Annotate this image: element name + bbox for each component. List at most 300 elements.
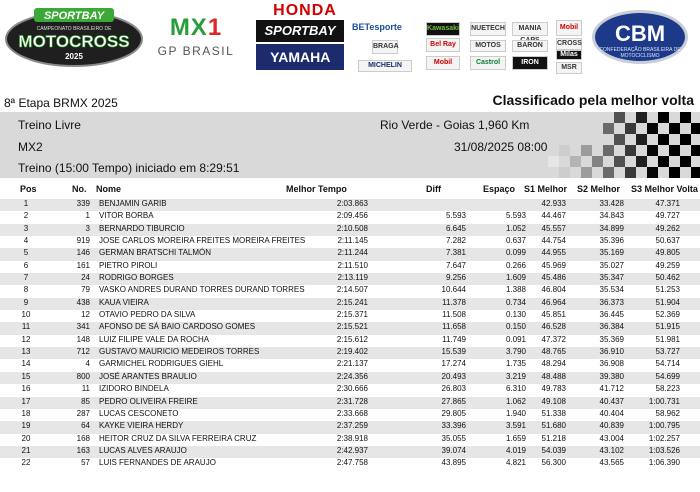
session-name: Treino Livre bbox=[18, 118, 81, 132]
cell-s3: 52.369 bbox=[655, 310, 680, 320]
cell-best-time: 2:47.758 bbox=[336, 458, 368, 468]
sponsor-logo: CROSS bbox=[556, 38, 582, 50]
yamaha-logo bbox=[256, 44, 344, 90]
cell-number: 287 bbox=[76, 408, 90, 418]
cell-number: 339 bbox=[76, 199, 90, 208]
cell-diff: 39.074 bbox=[441, 445, 466, 455]
table-row bbox=[0, 384, 700, 396]
cell-s2: 40.437 bbox=[599, 396, 624, 406]
cell-s1: 45.851 bbox=[541, 310, 566, 320]
cell-diff: 33.396 bbox=[441, 421, 466, 431]
flag-square bbox=[614, 156, 625, 167]
flag-square bbox=[636, 134, 647, 145]
flag-square bbox=[636, 156, 647, 167]
cell-diff: 11.508 bbox=[442, 310, 466, 320]
betesporte-logo: BETesporte bbox=[352, 22, 402, 32]
cell-pos: 18 bbox=[21, 408, 31, 418]
sponsor-logo: Milas bbox=[556, 50, 582, 60]
cell-number: 85 bbox=[81, 396, 90, 406]
table-header bbox=[0, 184, 700, 196]
sponsor-logo: MICHELIN bbox=[358, 60, 412, 72]
cell-pos: 17 bbox=[21, 396, 31, 406]
cell-s3: 49.727 bbox=[655, 211, 680, 221]
cell-s1: 48.294 bbox=[541, 359, 566, 369]
cell-s3: 51.904 bbox=[655, 297, 680, 307]
cell-s2: 36.908 bbox=[599, 359, 624, 369]
col-s1: S1 Melhor bbox=[524, 184, 568, 194]
cell-s2: 35.027 bbox=[599, 260, 624, 270]
cell-number: 24 bbox=[81, 273, 90, 283]
cell-number: 57 bbox=[81, 458, 90, 468]
col-gap: Espaço bbox=[483, 184, 516, 194]
cell-s2: 35.534 bbox=[599, 285, 624, 295]
flag-square bbox=[680, 156, 691, 167]
cell-s2: 36.445 bbox=[599, 310, 624, 320]
cell-diff: 7.381 bbox=[445, 248, 466, 258]
cell-s3: 49.262 bbox=[655, 223, 680, 233]
yamaha-sub-text: RACING bbox=[289, 84, 314, 90]
cell-pos: 12 bbox=[21, 334, 31, 344]
flag-square bbox=[603, 167, 614, 178]
cell-pos: 14 bbox=[21, 359, 31, 369]
cell-s1: 51.338 bbox=[541, 408, 566, 418]
cell-diff: 6.645 bbox=[445, 223, 466, 233]
cell-number: 800 bbox=[76, 371, 90, 381]
cell-diff: 17.274 bbox=[441, 359, 466, 369]
flag-square bbox=[559, 167, 570, 178]
sponsor-logo: Bel Ray bbox=[426, 38, 460, 52]
mx1-gp-brasil-logo bbox=[150, 14, 242, 60]
yamaha-text: YAMAHA bbox=[270, 49, 330, 65]
cell-gap: 4.019 bbox=[505, 445, 526, 455]
sponsor-logo: Mobil bbox=[426, 56, 460, 70]
flag-square bbox=[691, 167, 700, 178]
table-row bbox=[0, 359, 700, 371]
flag-square bbox=[581, 167, 592, 178]
table-row bbox=[0, 310, 700, 322]
table-row bbox=[0, 335, 700, 347]
cell-pos: 2 bbox=[23, 211, 29, 221]
flag-square bbox=[647, 145, 658, 156]
cell-s2: 43.004 bbox=[599, 433, 624, 443]
sponsor-logo: MSR bbox=[556, 62, 582, 74]
cell-s1: 45.486 bbox=[541, 273, 566, 283]
cell-s3: 1:03.526 bbox=[648, 445, 680, 455]
cell-number: 3 bbox=[85, 223, 90, 233]
cell-best-time: 2:24.356 bbox=[336, 371, 368, 381]
cell-pos: 11 bbox=[21, 322, 31, 332]
cell-rider-name: IZIDORO BINDELA bbox=[99, 384, 169, 394]
cell-number: 64 bbox=[81, 421, 90, 431]
cell-gap: 1.609 bbox=[505, 273, 526, 283]
cell-s2: 36.384 bbox=[599, 322, 624, 332]
cell-rider-name: PEDRO OLIVEIRA FREIRE bbox=[99, 396, 198, 406]
flag-square bbox=[603, 145, 614, 156]
cell-gap: 3.219 bbox=[505, 371, 526, 381]
cell-rider-name: HEITOR CRUZ DA SILVA FERREIRA CRUZ bbox=[99, 433, 257, 443]
cell-rider-name: GERMAN BRATSCHI TALMÓN bbox=[99, 248, 212, 258]
cell-s2: 40.839 bbox=[599, 421, 624, 431]
cell-pos: 19 bbox=[21, 421, 31, 431]
flag-square bbox=[669, 123, 680, 134]
table-row bbox=[0, 285, 700, 297]
sponsor-logo: Mobil bbox=[556, 20, 582, 36]
session-date: 31/08/2025 08:00 bbox=[454, 140, 548, 154]
cell-s2: 43.102 bbox=[599, 445, 624, 455]
sponsor-logo: MOTOS bbox=[470, 40, 506, 52]
flag-square bbox=[548, 156, 559, 167]
flag-square bbox=[669, 167, 680, 178]
cell-s3: 50.462 bbox=[655, 273, 680, 283]
flag-square bbox=[658, 112, 669, 123]
cell-rider-name: LUIS FERNANDES DE ARAUJO bbox=[99, 458, 216, 468]
cell-gap: 0.266 bbox=[505, 260, 526, 270]
cell-rider-name: JOSÉ ARANTES BRAULIO bbox=[99, 371, 197, 381]
cell-best-time: 2:42.937 bbox=[336, 445, 368, 455]
cell-diff: 26.803 bbox=[441, 384, 466, 394]
cell-pos: 16 bbox=[21, 384, 31, 394]
cell-best-time: 2:33.668 bbox=[336, 408, 368, 418]
cell-s2: 36.373 bbox=[599, 297, 624, 307]
cell-rider-name: GARMICHEL RODRIGUES GIEHL bbox=[99, 359, 224, 369]
cell-rider-name: BERNARDO TIBURCIO bbox=[99, 223, 185, 233]
cell-gap: 5.593 bbox=[505, 211, 526, 221]
table-row bbox=[0, 236, 700, 248]
cell-best-time: 2:14.507 bbox=[336, 285, 368, 295]
flag-square bbox=[559, 145, 570, 156]
session-start: Treino (15:00 Tempo) iniciado em 8:29:51 bbox=[18, 161, 240, 175]
cell-s1: 48.765 bbox=[541, 347, 566, 357]
cell-s1: 49.108 bbox=[541, 396, 566, 406]
flag-square bbox=[658, 156, 669, 167]
cell-pos: 21 bbox=[21, 445, 31, 455]
cell-s2: 39.380 bbox=[599, 371, 624, 381]
cell-s2: 34.843 bbox=[599, 211, 624, 221]
cell-s1: 56.300 bbox=[541, 458, 566, 468]
flag-square bbox=[570, 156, 581, 167]
sponsor-logo: Castrol bbox=[470, 56, 506, 70]
table-row bbox=[0, 322, 700, 334]
cell-s1: 46.804 bbox=[541, 285, 566, 295]
table-row bbox=[0, 273, 700, 285]
cell-s1: 46.528 bbox=[541, 322, 566, 332]
cell-s1: 54.039 bbox=[541, 445, 566, 455]
cell-pos: 9 bbox=[23, 297, 29, 307]
mx1-one: 1 bbox=[207, 14, 223, 41]
cell-rider-name: KAUA VIEIRA bbox=[99, 297, 149, 307]
cell-pos: 1 bbox=[23, 199, 29, 208]
cell-s1: 48.488 bbox=[541, 371, 566, 381]
cell-gap: 0.130 bbox=[505, 310, 526, 320]
table-row bbox=[0, 261, 700, 273]
flag-square bbox=[625, 167, 636, 178]
cell-best-time: 2:15.241 bbox=[336, 297, 368, 307]
cell-s3: 53.727 bbox=[655, 347, 680, 357]
cell-diff: 11.378 bbox=[442, 297, 466, 307]
cell-gap: 1.062 bbox=[505, 396, 526, 406]
flag-square bbox=[636, 112, 647, 123]
cell-number: 341 bbox=[76, 322, 90, 332]
mx1-mx: MX bbox=[169, 14, 208, 41]
cell-s2: 33.428 bbox=[599, 199, 624, 208]
cell-rider-name: BENJAMIN GARIB bbox=[99, 199, 167, 208]
flag-square bbox=[592, 156, 603, 167]
cell-pos: 3 bbox=[23, 223, 29, 233]
col-s3: S3 Melhor Volta bbox=[631, 184, 698, 194]
sponsor-logo: BARON bbox=[512, 40, 548, 52]
cell-s2: 36.910 bbox=[599, 347, 624, 357]
flag-square bbox=[647, 167, 658, 178]
cell-rider-name: KAYKE VIEIRA HERDY bbox=[99, 421, 184, 431]
flag-square bbox=[658, 134, 669, 145]
cell-s2: 41.712 bbox=[599, 384, 624, 394]
cell-pos: 8 bbox=[23, 285, 29, 295]
table-row bbox=[0, 409, 700, 421]
cell-s2: 35.396 bbox=[599, 236, 624, 246]
cell-s3: 49.259 bbox=[655, 260, 680, 270]
cell-number: 79 bbox=[81, 285, 90, 295]
cell-diff: 10.644 bbox=[441, 285, 466, 295]
cell-number: 161 bbox=[76, 260, 90, 270]
cell-number: 1 bbox=[85, 211, 90, 221]
cell-gap: 0.734 bbox=[505, 297, 526, 307]
sponsor-banner bbox=[0, 0, 700, 90]
event-name: 8ª Etapa BRMX 2025 bbox=[4, 96, 118, 110]
cell-best-time: 2:30.666 bbox=[336, 384, 368, 394]
cell-gap: 3.591 bbox=[505, 421, 526, 431]
cell-gap: 0.637 bbox=[505, 236, 526, 246]
table-row bbox=[0, 372, 700, 384]
cell-pos: 10 bbox=[21, 310, 31, 320]
cell-diff: 29.805 bbox=[441, 408, 466, 418]
cbm-subtitle: CONFEDERAÇÃO BRASILEIRA DE MOTOCICLISMO bbox=[599, 47, 681, 59]
cell-s1: 44.754 bbox=[541, 236, 566, 246]
col-number: No. bbox=[72, 184, 87, 194]
cell-rider-name: AFONSO DE SÁ BAIO CARDOSO GOMES bbox=[99, 322, 256, 332]
cell-number: 163 bbox=[76, 445, 90, 455]
cell-s3: 50.637 bbox=[655, 236, 680, 246]
logo-year-text: 2025 bbox=[65, 52, 83, 61]
cell-s3: 51.253 bbox=[655, 285, 680, 295]
cell-gap: 0.091 bbox=[505, 334, 526, 344]
cell-rider-name: PIETRO PIROLI bbox=[99, 260, 158, 270]
cell-best-time: 2:10.508 bbox=[336, 223, 368, 233]
cell-diff: 5.593 bbox=[445, 211, 466, 221]
cell-gap: 1.388 bbox=[505, 285, 526, 295]
flag-square bbox=[680, 112, 691, 123]
cell-diff: 35.055 bbox=[441, 433, 466, 443]
cell-diff: 15.539 bbox=[441, 347, 466, 357]
cbm-text: CBM bbox=[614, 21, 666, 46]
cell-gap: 4.821 bbox=[505, 458, 526, 468]
track-location: Rio Verde - Goias 1,960 Km bbox=[380, 118, 530, 132]
table-row bbox=[0, 434, 700, 446]
mx1-subtitle: GP BRASIL bbox=[157, 44, 235, 58]
cell-best-time: 2:09.456 bbox=[336, 211, 368, 221]
flag-square bbox=[625, 123, 636, 134]
cell-gap: 6.310 bbox=[505, 384, 526, 394]
cell-diff: 11.749 bbox=[442, 334, 466, 344]
table-row bbox=[0, 298, 700, 310]
checkered-flag-graphic bbox=[548, 112, 700, 178]
cell-s1: 49.783 bbox=[541, 384, 566, 394]
sponsor-logo: Kawasaki bbox=[426, 22, 460, 36]
cell-s2: 35.169 bbox=[599, 248, 624, 258]
table-row bbox=[0, 211, 700, 223]
cbm-logo bbox=[592, 10, 688, 64]
sponsor-logo: NUETECH bbox=[470, 22, 506, 36]
cell-pos: 4 bbox=[23, 236, 29, 246]
cell-s1: 44.467 bbox=[541, 211, 566, 221]
cell-s2: 40.404 bbox=[599, 408, 624, 418]
motocross-championship-logo bbox=[4, 6, 144, 68]
table-row bbox=[0, 421, 700, 433]
cell-s3: 51.981 bbox=[655, 334, 680, 344]
col-diff: Diff bbox=[426, 184, 441, 194]
cell-gap: 1.735 bbox=[505, 359, 526, 369]
cell-best-time: 2:15.371 bbox=[336, 310, 368, 320]
cell-pos: 22 bbox=[21, 458, 31, 468]
logo-sportbay-text: SPORTBAY bbox=[43, 10, 105, 22]
results-table bbox=[0, 199, 700, 471]
cell-rider-name: VITOR BORBA bbox=[99, 211, 154, 221]
cell-best-time: 2:11.510 bbox=[337, 260, 368, 270]
col-pos: Pos bbox=[20, 184, 37, 194]
cell-rider-name: VASKO ANDRES DURAND TORRES DURAND TORRES bbox=[99, 285, 305, 295]
cell-best-time: 2:15.521 bbox=[336, 322, 368, 332]
cell-s1: 45.969 bbox=[541, 260, 566, 270]
cell-best-time: 2:11.244 bbox=[337, 248, 368, 258]
cell-s2: 35.369 bbox=[599, 334, 624, 344]
cell-number: 919 bbox=[76, 236, 90, 246]
cell-s3: 1:06.390 bbox=[648, 458, 680, 468]
cell-best-time: 2:03.863 bbox=[336, 199, 368, 208]
cell-s3: 49.805 bbox=[655, 248, 680, 258]
cell-best-time: 2:38.918 bbox=[336, 433, 368, 443]
cell-rider-name: GUSTAVO MAURICIO MEDEIROS TORRES bbox=[99, 347, 260, 357]
table-row bbox=[0, 248, 700, 260]
cell-s2: 35.347 bbox=[599, 273, 624, 283]
cell-s2: 34.899 bbox=[599, 223, 624, 233]
table-row bbox=[0, 347, 700, 359]
cell-diff: 27.865 bbox=[441, 396, 466, 406]
flag-square bbox=[625, 145, 636, 156]
cell-gap: 3.790 bbox=[505, 347, 526, 357]
cell-gap: 1.659 bbox=[505, 433, 526, 443]
sponsor-logo: IRON bbox=[512, 56, 548, 70]
flag-square bbox=[614, 112, 625, 123]
table-row bbox=[0, 224, 700, 236]
cell-rider-name: LUCAS ALVES ARAUJO bbox=[99, 445, 187, 455]
flag-square bbox=[614, 134, 625, 145]
sponsor-logo: MANIA bbox=[512, 22, 548, 36]
col-name: Nome bbox=[96, 184, 122, 194]
cell-best-time: 2:31.728 bbox=[336, 396, 368, 406]
cell-number: 11 bbox=[81, 384, 90, 394]
cell-pos: 7 bbox=[23, 273, 29, 283]
flag-square bbox=[581, 145, 592, 156]
col-s2: S2 Melhor bbox=[577, 184, 621, 194]
cell-rider-name: RODRIGO BORGES bbox=[99, 273, 174, 283]
flag-square bbox=[647, 123, 658, 134]
cell-gap: 0.150 bbox=[505, 322, 526, 332]
cell-rider-name: LUIZ FILIPE VALE DA ROCHA bbox=[99, 334, 210, 344]
cell-number: 712 bbox=[76, 347, 90, 357]
sponsor-logo: BRAGA bbox=[372, 40, 398, 54]
cell-s1: 47.372 bbox=[541, 334, 566, 344]
cell-s1: 45.557 bbox=[541, 223, 566, 233]
flag-square bbox=[691, 123, 700, 134]
cell-gap: 0.099 bbox=[505, 248, 526, 258]
cell-rider-name: LUCAS CESCONETO bbox=[99, 408, 179, 418]
cell-s1: 42.933 bbox=[541, 199, 566, 208]
cell-diff: 11.658 bbox=[442, 322, 466, 332]
cell-s1: 44.955 bbox=[541, 248, 566, 258]
cell-diff: 20.493 bbox=[441, 371, 466, 381]
cell-number: 12 bbox=[81, 310, 90, 320]
cell-gap: 1.940 bbox=[505, 408, 526, 418]
cell-best-time: 2:37.259 bbox=[336, 421, 368, 431]
cell-pos: 6 bbox=[23, 260, 29, 270]
logo-sub-text: CAMPEONATO BRASILEIRO DE bbox=[36, 26, 112, 32]
flag-square bbox=[603, 123, 614, 134]
logo-motocross-text: MOTOCROSS bbox=[18, 32, 130, 51]
cell-s3: 51.915 bbox=[655, 322, 680, 332]
cell-pos: 13 bbox=[21, 347, 31, 357]
page-title: Classificado pela melhor volta bbox=[492, 92, 694, 108]
table-row bbox=[0, 446, 700, 458]
session-info-panel bbox=[0, 112, 700, 178]
cell-s3: 1:00.731 bbox=[648, 396, 680, 406]
flag-square bbox=[691, 145, 700, 156]
cell-s2: 43.565 bbox=[599, 458, 624, 468]
flag-square bbox=[669, 145, 680, 156]
cell-s3: 1:02.257 bbox=[648, 433, 680, 443]
cell-s3: 1:00.795 bbox=[648, 421, 680, 431]
cell-s3: 58.223 bbox=[655, 384, 680, 394]
cell-diff: 43.895 bbox=[441, 458, 466, 468]
cell-number: 146 bbox=[76, 248, 90, 258]
cell-number: 148 bbox=[76, 334, 90, 344]
cell-best-time: 2:11.145 bbox=[337, 236, 368, 246]
cell-number: 438 bbox=[76, 297, 90, 307]
flag-square bbox=[680, 134, 691, 145]
cell-s3: 54.714 bbox=[655, 359, 680, 369]
sportbay-logo: SPORTBAY bbox=[256, 20, 344, 42]
cell-pos: 20 bbox=[21, 433, 31, 443]
cell-pos: 15 bbox=[21, 371, 31, 381]
cell-gap: 1.052 bbox=[505, 223, 526, 233]
cell-best-time: 2:15.612 bbox=[336, 334, 368, 344]
table-row bbox=[0, 397, 700, 409]
cell-s1: 46.964 bbox=[541, 297, 566, 307]
table-row bbox=[0, 199, 700, 211]
honda-logo: HONDA bbox=[273, 2, 337, 19]
cell-pos: 5 bbox=[23, 248, 29, 258]
cell-s3: 47.371 bbox=[655, 199, 680, 208]
cell-diff: 7.282 bbox=[445, 236, 466, 246]
cell-best-time: 2:13.119 bbox=[337, 273, 368, 283]
cell-best-time: 2:21.137 bbox=[336, 359, 368, 369]
col-best-time: Melhor Tempo bbox=[286, 184, 347, 194]
cell-number: 168 bbox=[76, 433, 90, 443]
category: MX2 bbox=[18, 140, 43, 154]
table-row bbox=[0, 458, 700, 470]
cell-rider-name: JOSE CARLOS MOREIRA FREITES MOREIRA FREITES bbox=[99, 236, 306, 246]
cell-number: 4 bbox=[85, 359, 90, 369]
cell-s3: 54.699 bbox=[655, 371, 680, 381]
cell-s1: 51.680 bbox=[541, 421, 566, 431]
